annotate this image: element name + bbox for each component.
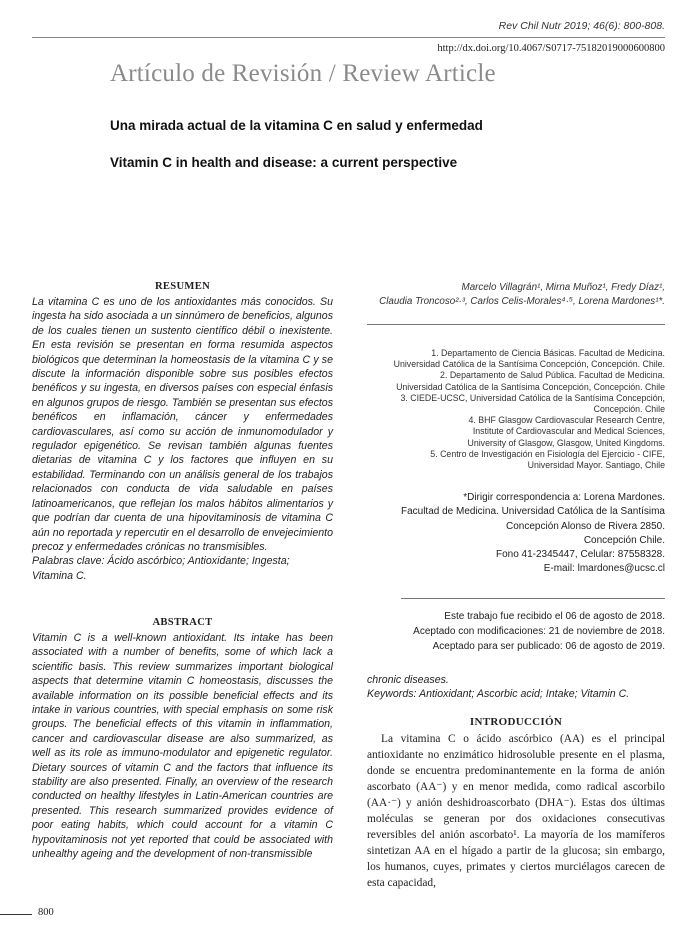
title-spanish: Una mirada actual de la vitamina C en salud y enfermedad <box>110 118 483 133</box>
date-modified: Aceptado con modificaciones: 21 de noviembre de 2018. <box>413 625 665 637</box>
authors-line-1: Marcelo Villagrán¹, Mirna Muñoz¹, Fredy Díaz¹, <box>461 282 665 293</box>
affiliation-line: Institute of Cardiovascular and Medical Sciences, <box>472 426 665 437</box>
affiliations-block <box>355 348 665 471</box>
abstract-continuation: chronic diseases. <box>367 674 449 686</box>
abstract-keywords: Keywords: Antioxidant; Ascorbic acid; Intake; Vitamin C. <box>367 688 630 701</box>
resumen-block <box>32 295 333 583</box>
title-english: Vitamin C in health and disease: a current perspective <box>110 155 458 170</box>
section-type: Artículo de Revisión / Review Article <box>110 60 496 87</box>
correspondence-email[interactable]: E-mail: lmardones@ucsc.cl <box>543 563 665 575</box>
introduccion-heading: INTRODUCCIÓN <box>469 716 563 728</box>
authors-block <box>355 281 665 309</box>
introduccion-body: La vitamina C o ácido ascórbico (AA) es el principal antioxidante no enzimático hidrosoluble presente en el plasma, donde se encuentra predominantemente en la forma de anión ascorbato (AA⁻) y en menor medida, como radical ascorbilo (AA·⁻) y anión deshidroascorbato (DHA⁻). Estas dos últimas moléculas se generan por dos oxidaciones consecutivas reversibles del anión ascorbato¹. La mayoría de los mamíferos sintetizan AA en el hígado a partir de la glucosa; sin embargo, los humanos, cuyes, primates y ciertos murciélagos carecen de esta capacidad, <box>367 733 665 889</box>
affiliation-line: 5. Centro de Investigación en Fisiología del Ejercicio - CIFE, <box>430 448 665 459</box>
affiliation-line: Universidad Católica de la Santísima Concepción, Concepción. Chile <box>396 381 665 392</box>
page-number-rule <box>0 914 32 915</box>
authors-line-2: Claudia Troncoso²·³, Carlos Celis-Morales⁴·⁵, Lorena Mardones¹*. <box>379 296 665 307</box>
correspondence-line: Fono 41-2345447, Celular: 87558328. <box>495 549 665 561</box>
abstract-block <box>32 631 333 862</box>
correspondence-line: Facultad de Medicina. Universidad Católica de la Santísima <box>400 506 665 518</box>
affiliation-line: 1. Departamento de Ciencia Básicas. Facultad de Medicina. <box>431 348 665 358</box>
affiliation-line: 3. CIEDE-UCSC, Universidad Católica de la Santísima Concepción, <box>400 392 665 403</box>
date-accepted: Aceptado para ser publicado: 06 de agosto de 2019. <box>432 640 665 652</box>
abstract-continuation-block <box>367 673 665 702</box>
date-received: Este trabajo fue recibido el 06 de agosto de 2018. <box>444 611 665 622</box>
resumen-body: La vitamina C es uno de los antioxidantes más conocidos. Su ingesta ha sido asociada a un sinnúmero de beneficios, algunos de los cuales tienen un sustento científico débil o inexistente. En esta revisión se presentan en forma resumida aspectos biológicos que determinan la homeostasis de la vitamina C y se discute la información disponible sobre sus posibles efectos benéficos y su ingesta, en diversos países con especial énfasis en algunos grupos de riesgo. También se presentan sus efectos benéficos en inflamación, cáncer y enfermedades cardiovasculares, así como su acción de inmunomodulador y regulador epigenético. Se revisan también algunas fuentes dietarias de vitamina C y los factores que influyen en su estabilidad. Terminando con un análisis general de los trabajos relacionados con conducta de vida saludable en países latinoamericanos, que reflejan los malos hábitos alimentarios y que podrían dar cuenta de una hipovitaminosis de vitamina C aún no reportada y repercutir en el desarrollo de envejecimiento precoz y enfermedades crónicas no transmisibles. <box>32 296 333 553</box>
affiliation-line: 2. Departamento de Salud Pública. Facultad de Medicina. <box>440 370 665 381</box>
abstract-body: Vitamin C is a well-known antioxidant. Its intake has been associated with a number of benefits, some of which lack a scientific basis. This review summarizes important biological aspects that determine vitamin C homeostasis, discusses the available information on its possible beneficial effects and its intake in various countries, with special emphasis on some risk groups. The beneficial effects of this vitamin in inflammation, cancer and cardiovascular disease are also summarized, as well as its role as immuno-modulator and epigenetic regulator. Dietary sources of vitamin C and the factors that influence its stability are also presented. Finally, an overview of the research conducted on healthy lifestyles in Latin-American countries are presented. This research summarized provides evidence of poor eating habits, which could account for a vitamin C hypovitaminosis not yet reported that could be associated with unhealthy ageing and the development of non-transmissible <box>32 632 333 861</box>
dates-block <box>355 610 665 654</box>
resumen-heading: RESUMEN <box>154 281 211 292</box>
affiliation-line: Concepción. Chile <box>593 404 665 415</box>
correspondence-rule <box>401 598 665 599</box>
correspondence-line: Concepción Chile. <box>583 534 665 546</box>
doi-link[interactable]: http://dx.doi.org/10.4067/S0717-75182019000600800 <box>437 43 665 54</box>
affiliation-line: Universidad Mayor. Santiago, Chile <box>527 460 665 471</box>
affiliation-line: Universidad Católica de la Santísima Concepción, Concepción. Chile. <box>393 359 665 370</box>
affiliation-line: University of Glasgow, Glasgow, United Kingdoms. <box>467 437 665 448</box>
page-number: 800 <box>38 907 54 918</box>
correspondence-block <box>355 491 665 577</box>
resumen-keywords: Palabras clave: Ácido ascórbico; Antioxidante; Ingesta; Vitamina C. <box>32 555 290 582</box>
correspondence-line: Concepción Alonso de Rivera 2850. <box>506 520 665 532</box>
affiliation-line: 4. BHF Glasgow Cardiovascular Research Centre, <box>468 415 665 426</box>
header-rule <box>32 37 665 38</box>
abstract-heading: ABSTRACT <box>152 617 213 628</box>
correspondence-line: *Dirigir correspondencia a: Lorena Mardones. <box>463 492 665 503</box>
authors-rule <box>367 324 665 325</box>
journal-reference: Rev Chil Nutr 2019; 46(6): 800-808. <box>498 20 665 32</box>
